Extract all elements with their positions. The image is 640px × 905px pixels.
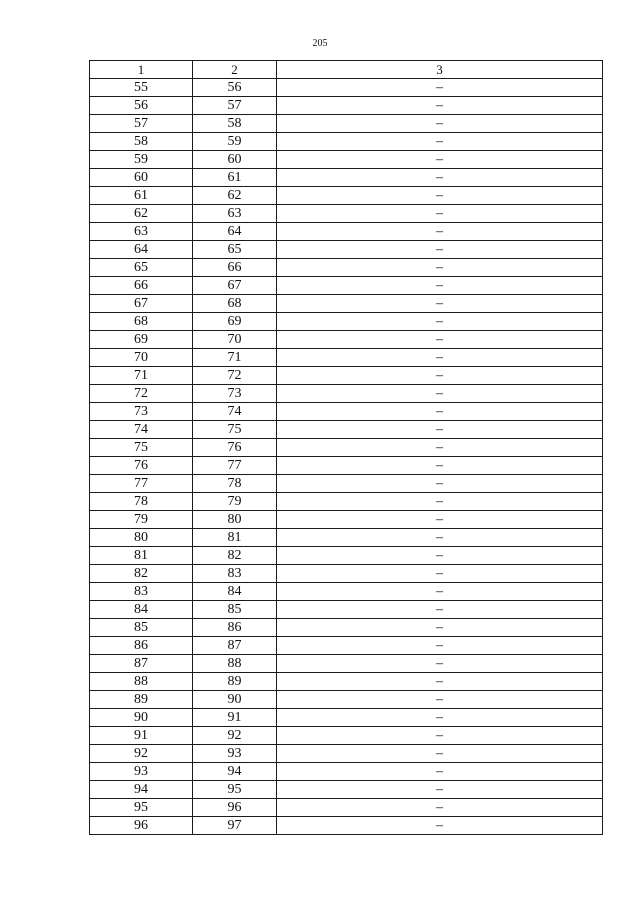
table-cell-col2: 57: [193, 97, 277, 115]
table-cell-col1: 75: [90, 439, 193, 457]
table-row: [90, 205, 603, 223]
table-row: [90, 709, 603, 727]
table-row: [90, 781, 603, 799]
table-cell-col1: 73: [90, 403, 193, 421]
table-row: [90, 565, 603, 583]
table-cell-col2: 63: [193, 205, 277, 223]
table-cell-col3: –: [277, 637, 603, 655]
table-row: [90, 493, 603, 511]
table-cell-col2: 83: [193, 565, 277, 583]
table-cell-col3: –: [277, 403, 603, 421]
table-cell-col3: –: [277, 781, 603, 799]
table-cell-col3: –: [277, 457, 603, 475]
table-cell-col3: –: [277, 655, 603, 673]
table-cell-col3: –: [277, 529, 603, 547]
table-cell-col2: 60: [193, 151, 277, 169]
table-cell-col3: –: [277, 727, 603, 745]
table-cell-col2: 77: [193, 457, 277, 475]
table-cell-col2: 73: [193, 385, 277, 403]
table-body: [90, 79, 603, 835]
table-row: [90, 79, 603, 97]
table-cell-col2: 59: [193, 133, 277, 151]
table-cell-col1: 88: [90, 673, 193, 691]
column-header-3: 3: [277, 61, 603, 79]
table-cell-col1: 77: [90, 475, 193, 493]
table-cell-col1: 69: [90, 331, 193, 349]
table-cell-col3: –: [277, 169, 603, 187]
table-cell-col1: 68: [90, 313, 193, 331]
table-row: [90, 637, 603, 655]
table-row: [90, 259, 603, 277]
table-cell-col2: 78: [193, 475, 277, 493]
table-cell-col2: 80: [193, 511, 277, 529]
table-row: [90, 745, 603, 763]
table-cell-col2: 95: [193, 781, 277, 799]
table-cell-col1: 80: [90, 529, 193, 547]
table-cell-col2: 76: [193, 439, 277, 457]
table-cell-col1: 87: [90, 655, 193, 673]
table-row: [90, 313, 603, 331]
table-row: [90, 421, 603, 439]
table-cell-col2: 75: [193, 421, 277, 439]
column-header-2: 2: [193, 61, 277, 79]
table-cell-col2: 68: [193, 295, 277, 313]
table-row: [90, 349, 603, 367]
table-row: [90, 295, 603, 313]
table-cell-col1: 61: [90, 187, 193, 205]
table-row: [90, 331, 603, 349]
table-row: [90, 403, 603, 421]
table-cell-col1: 55: [90, 79, 193, 97]
table-cell-col3: –: [277, 241, 603, 259]
table-cell-col2: 61: [193, 169, 277, 187]
table-cell-col1: 60: [90, 169, 193, 187]
table-cell-col1: 67: [90, 295, 193, 313]
table-cell-col2: 93: [193, 745, 277, 763]
table-row: [90, 457, 603, 475]
table-cell-col3: –: [277, 79, 603, 97]
table-cell-col1: 78: [90, 493, 193, 511]
table-cell-col2: 88: [193, 655, 277, 673]
table-cell-col1: 62: [90, 205, 193, 223]
table-cell-col3: –: [277, 259, 603, 277]
table-cell-col1: 58: [90, 133, 193, 151]
table-cell-col1: 95: [90, 799, 193, 817]
table-row: [90, 763, 603, 781]
table-cell-col1: 96: [90, 817, 193, 835]
table-cell-col2: 89: [193, 673, 277, 691]
page-number: 205: [312, 38, 328, 49]
table-row: [90, 601, 603, 619]
table-cell-col3: –: [277, 763, 603, 781]
table-cell-col2: 96: [193, 799, 277, 817]
table-row: [90, 529, 603, 547]
table-cell-col3: –: [277, 673, 603, 691]
table-cell-col2: 69: [193, 313, 277, 331]
table-cell-col1: 71: [90, 367, 193, 385]
table-cell-col3: –: [277, 331, 603, 349]
table-cell-col1: 79: [90, 511, 193, 529]
table-cell-col2: 64: [193, 223, 277, 241]
table-cell-col1: 57: [90, 115, 193, 133]
table-cell-col2: 70: [193, 331, 277, 349]
table-cell-col2: 71: [193, 349, 277, 367]
table-cell-col3: –: [277, 547, 603, 565]
table-cell-col1: 93: [90, 763, 193, 781]
table-cell-col3: –: [277, 511, 603, 529]
data-table: [89, 60, 603, 835]
table-cell-col3: –: [277, 439, 603, 457]
table-cell-col1: 85: [90, 619, 193, 637]
table-cell-col3: –: [277, 799, 603, 817]
table-row: [90, 277, 603, 295]
table-cell-col2: 97: [193, 817, 277, 835]
table-cell-col1: 86: [90, 637, 193, 655]
table-cell-col1: 82: [90, 565, 193, 583]
table-cell-col2: 58: [193, 115, 277, 133]
table-row: [90, 223, 603, 241]
table-cell-col2: 79: [193, 493, 277, 511]
table-cell-col2: 67: [193, 277, 277, 295]
table-cell-col3: –: [277, 313, 603, 331]
table-cell-col3: –: [277, 745, 603, 763]
table-cell-col1: 74: [90, 421, 193, 439]
table-cell-col1: 94: [90, 781, 193, 799]
table-row: [90, 385, 603, 403]
table-row: [90, 799, 603, 817]
table-cell-col3: –: [277, 97, 603, 115]
table-cell-col2: 82: [193, 547, 277, 565]
table-cell-col2: 85: [193, 601, 277, 619]
table-cell-col3: –: [277, 115, 603, 133]
table-cell-col2: 90: [193, 691, 277, 709]
table-cell-col3: –: [277, 133, 603, 151]
table-cell-col2: 74: [193, 403, 277, 421]
table-row: [90, 169, 603, 187]
table-row: [90, 619, 603, 637]
table-cell-col3: –: [277, 619, 603, 637]
table-header-row: [90, 61, 603, 79]
table-cell-col2: 65: [193, 241, 277, 259]
table-cell-col2: 62: [193, 187, 277, 205]
table-cell-col2: 92: [193, 727, 277, 745]
table-cell-col2: 81: [193, 529, 277, 547]
table-cell-col3: –: [277, 295, 603, 313]
table-cell-col2: 66: [193, 259, 277, 277]
table-row: [90, 151, 603, 169]
table-row: [90, 439, 603, 457]
table-cell-col3: –: [277, 583, 603, 601]
table-row: [90, 133, 603, 151]
table-row: [90, 241, 603, 259]
table-cell-col1: 66: [90, 277, 193, 295]
table-row: [90, 475, 603, 493]
table-row: [90, 115, 603, 133]
table-row: [90, 511, 603, 529]
table-cell-col1: 92: [90, 745, 193, 763]
table-cell-col1: 70: [90, 349, 193, 367]
table-row: [90, 367, 603, 385]
table-row: [90, 97, 603, 115]
table-cell-col1: 59: [90, 151, 193, 169]
table-cell-col3: –: [277, 709, 603, 727]
table-row: [90, 583, 603, 601]
table-cell-col3: –: [277, 187, 603, 205]
table-cell-col1: 65: [90, 259, 193, 277]
table-cell-col3: –: [277, 367, 603, 385]
table-row: [90, 673, 603, 691]
table-cell-col1: 76: [90, 457, 193, 475]
table-row: [90, 547, 603, 565]
table-cell-col3: –: [277, 817, 603, 835]
table-cell-col2: 87: [193, 637, 277, 655]
table-cell-col3: –: [277, 277, 603, 295]
column-header-1: 1: [90, 61, 193, 79]
table-cell-col3: –: [277, 691, 603, 709]
table-cell-col3: –: [277, 223, 603, 241]
table-cell-col1: 91: [90, 727, 193, 745]
table-row: [90, 727, 603, 745]
table-cell-col3: –: [277, 601, 603, 619]
table-cell-col3: –: [277, 151, 603, 169]
table-cell-col2: 72: [193, 367, 277, 385]
table-cell-col1: 90: [90, 709, 193, 727]
table-cell-col1: 83: [90, 583, 193, 601]
table-cell-col1: 64: [90, 241, 193, 259]
table-cell-col3: –: [277, 493, 603, 511]
table-row: [90, 655, 603, 673]
table-cell-col3: –: [277, 205, 603, 223]
table-row: [90, 187, 603, 205]
table-cell-col1: 81: [90, 547, 193, 565]
table-cell-col1: 56: [90, 97, 193, 115]
table-cell-col2: 94: [193, 763, 277, 781]
table-cell-col3: –: [277, 421, 603, 439]
table-cell-col2: 91: [193, 709, 277, 727]
table-cell-col2: 56: [193, 79, 277, 97]
table-cell-col1: 84: [90, 601, 193, 619]
table-row: [90, 691, 603, 709]
table-cell-col3: –: [277, 349, 603, 367]
table-cell-col1: 72: [90, 385, 193, 403]
table-row: [90, 817, 603, 835]
table-cell-col3: –: [277, 565, 603, 583]
table-cell-col3: –: [277, 385, 603, 403]
table-cell-col1: 89: [90, 691, 193, 709]
table-cell-col3: –: [277, 475, 603, 493]
table-cell-col2: 86: [193, 619, 277, 637]
table-cell-col1: 63: [90, 223, 193, 241]
table-cell-col2: 84: [193, 583, 277, 601]
